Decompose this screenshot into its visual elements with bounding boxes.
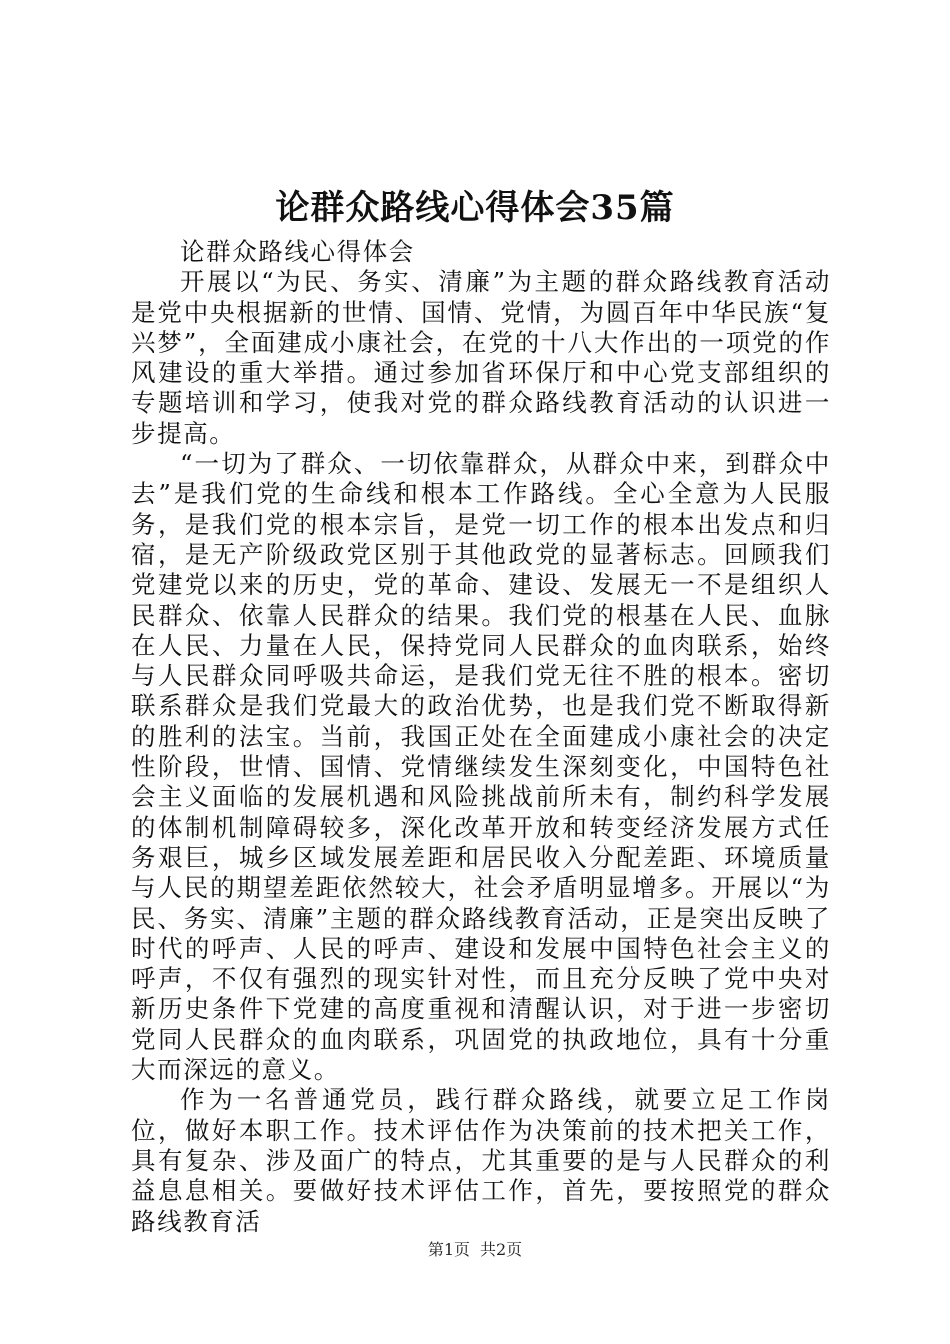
paragraph: “一切为了群众、一切依靠群众，从群众中来，到群众中去”是我们党的生命线和根本工作路线。全心全意为人民服务，是我们党的根本宗旨，是党一切工作的根本出发点和归宿，是无产阶级政党区别于其他政党的显著标志。回顾我们党建党以来的历史，党的革命、建设、发展无一不是组织人民群众、依靠人民群众的结果。我们党的根基在人民、血脉在人民、力量在人民，保持党同人民群众的血肉联系，始终与人民群众同呼吸共命运，是我们党无往不胜的根本。密切联系群众是我们党最大的政治优势，也是我们党不断取得新的胜利的法宝。当前，我国正处在全面建成小康社会的决定性阶段，世情、国情、党情继续发生深刻变化，中国特色社会主义面临的发展机遇和风险挑战前所未有，制约科学发展的体制机制障碍较多，深化改革开放和转变经济发展方式任务艰巨，城乡区域发展差距和居民收入分配差距、环境质量与人民的期望差距依然较大，社会矛盾明显增多。开展以“为民、务实、清廉”主题的群众路线教育活动，正是突出反映了时代的呼声、人民的呼声、建设和发展中国特色社会主义的呼声，不仅有强烈的现实针对性，而且充分反映了党中央对新历史条件下党建的高度重视和清醒认识，对于进一步密切党同人民群众的血肉联系，巩固党的执政地位，具有十分重大而深远的意义。 [131, 449, 831, 1085]
paragraph: 开展以“为民、务实、清廉”为主题的群众路线教育活动是党中央根据新的世情、国情、党情，为圆百年中华民族“复兴梦”，全面建成小康社会，在党的十八大作出的一项党的作风建设的重大举措。通过参加省环保厅和中心党支部组织的专题培训和学习，使我对党的群众路线教育活动的认识进一步提高。 [131, 267, 831, 448]
document-subtitle: 论群众路线心得体会 [180, 237, 415, 266]
document-title: 论群众路线心得体会35篇 [275, 188, 675, 228]
page-total: 共2页 [480, 1240, 523, 1259]
document-body [131, 237, 831, 1237]
page-number: 第1页 [427, 1240, 470, 1259]
paragraph: 作为一名普通党员，践行群众路线，就要立足工作岗位，做好本职工作。技术评估作为决策前的技术把关工作，具有复杂、涉及面广的特点，尤其重要的是与人民群众的利益息息相关。要做好技术评估工作，首先，要按照党的群众路线教育活 [131, 1085, 831, 1236]
page-footer [0, 1240, 950, 1260]
